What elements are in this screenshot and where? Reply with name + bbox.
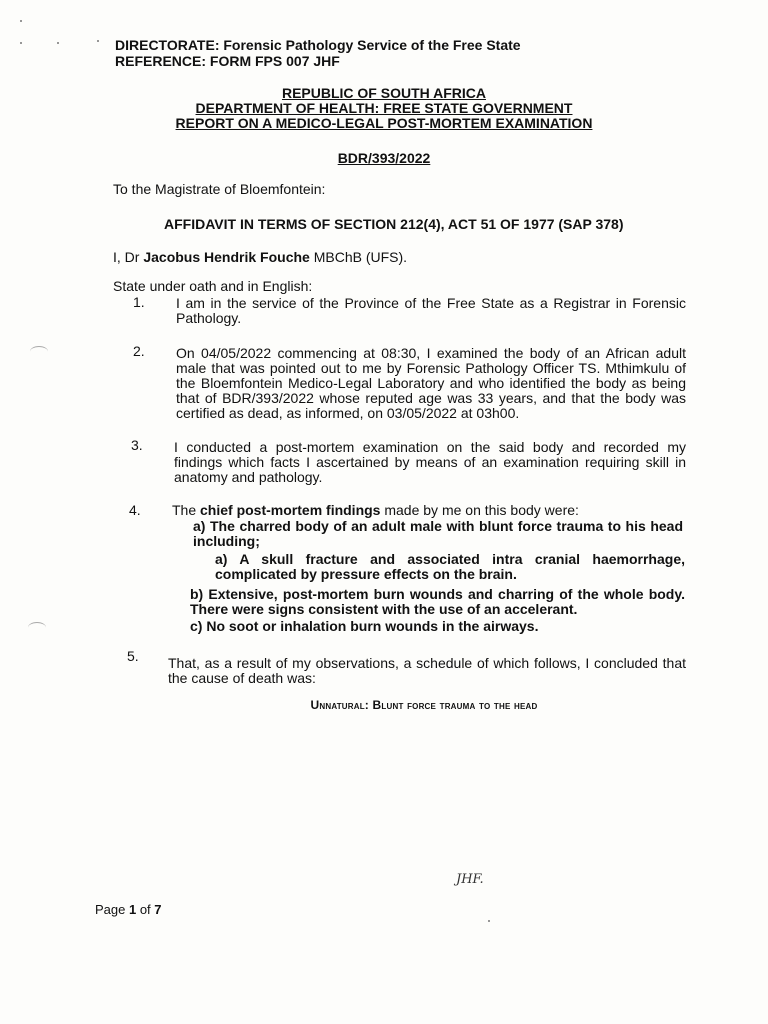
case-reference-number: BDR/393/2022: [337, 150, 431, 166]
item-number: 1.: [133, 294, 145, 310]
scan-dot: [20, 42, 22, 44]
finding-c: c) No soot or inhalation burn wounds in the airways.: [190, 618, 539, 634]
page-total: 7: [154, 902, 162, 917]
item-number: 3.: [131, 437, 143, 453]
declarant-qualification: MBChB (UFS).: [309, 249, 408, 265]
declarant-line: [113, 250, 407, 265]
scan-mark: [30, 346, 48, 357]
item-number: 2.: [133, 343, 145, 359]
finding-b: b) Extensive, post-mortem burn wounds and charring of the whole body. There were signs consistent with the use of an accelerant.: [190, 586, 685, 617]
item-text: I am in the service of the Province of the Free State as a Registrar in Forensic Pathology.: [176, 295, 686, 326]
reference-form-line: REFERENCE: FORM FPS 007 JHF: [115, 53, 340, 69]
affidavit-title: AFFIDAVIT IN TERMS OF SECTION 212(4), ACT 51 OF 1977 (SAP 378): [164, 216, 624, 232]
item-text-post: made by me on this body were:: [380, 502, 579, 518]
page-current: 1: [128, 902, 137, 917]
handwritten-initials: JHF.: [456, 872, 484, 887]
item-text: [172, 503, 579, 518]
cause-of-death: Unnatural: Blunt force trauma to the head: [310, 698, 538, 712]
declarant-prefix: I, Dr: [113, 249, 144, 265]
item-number: 5.: [127, 648, 139, 664]
scan-dot: [488, 920, 490, 922]
finding-a-sub: a) A skull fracture and associated intra cranial haemorrhage, complicated by pressure effects on the brain.: [215, 551, 685, 582]
item-text: On 04/05/2022 commencing at 08:30, I examined the body of an African adult male that was pointed out to me by Forensic Pathology Officer TS. Mthimkulu of the Bloemfontein Medico-Legal Laboratory and who identified the body as being that of BDR/393/2022 whose reputed age was 33 years, and that the body was certified as dead, as informed, on 03/05/2022 at 03h00.: [176, 345, 686, 421]
item-text: That, as a result of my observations, a schedule of which follows, I concluded that the cause of death was:: [168, 655, 686, 686]
title-republic: REPUBLIC OF SOUTH AFRICA: [281, 85, 487, 101]
item-text: I conducted a post-mortem examination on the said body and recorded my findings which facts I ascertained by means of an examination requiring skill in anatomy and pathology.: [174, 439, 686, 485]
item-text-bold: chief post-mortem findings: [200, 502, 381, 518]
finding-a: a) The charred body of an adult male with blunt force trauma to his head including;: [193, 518, 683, 549]
addressee: To the Magistrate of Bloemfontein:: [113, 181, 326, 197]
scan-dot: [20, 20, 22, 22]
item-text-pre: The: [172, 502, 201, 518]
declarant-name: Jacobus Hendrik Fouche: [143, 249, 310, 265]
page-prefix: Page: [95, 902, 129, 917]
page-footer: [95, 902, 162, 917]
title-department: DEPARTMENT OF HEALTH: FREE STATE GOVERNMENT: [195, 100, 573, 116]
scan-mark: [28, 622, 46, 633]
directorate-header: [115, 37, 521, 69]
title-report: REPORT ON A MEDICO-LEGAL POST-MORTEM EXAMINATION: [175, 115, 593, 131]
directorate-line: DIRECTORATE: Forensic Pathology Service of the Free State: [115, 37, 521, 53]
scan-dot: [57, 42, 59, 44]
document-titles: [0, 86, 768, 131]
page-middle: of: [136, 902, 155, 917]
item-number: 4.: [129, 502, 141, 518]
oath-line: State under oath and in English:: [113, 278, 313, 294]
scan-dot: [97, 40, 99, 42]
